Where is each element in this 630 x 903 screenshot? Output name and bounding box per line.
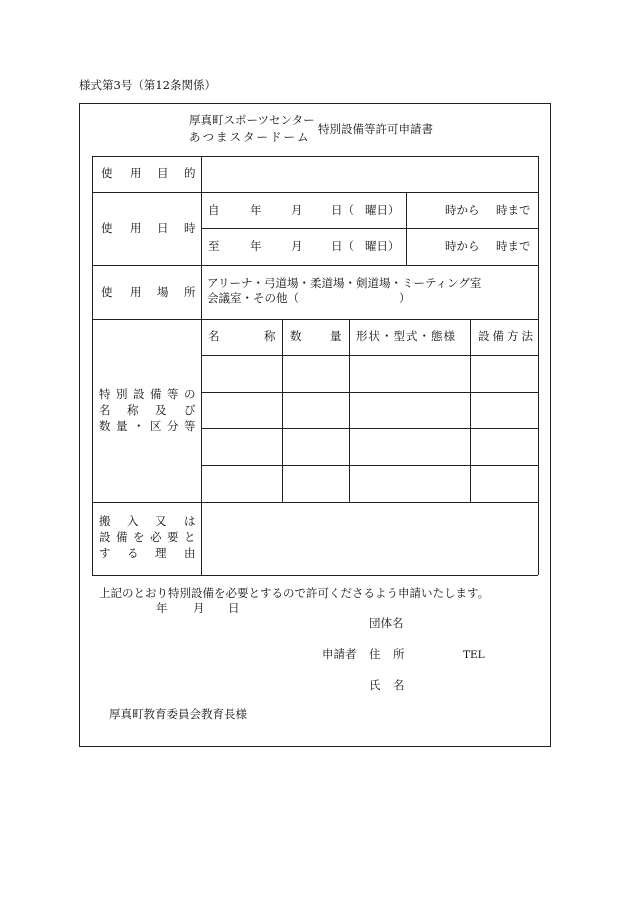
form-title: 特別設備等許可申請書 bbox=[318, 122, 433, 136]
equipment-cell[interactable] bbox=[203, 394, 281, 427]
place-other-close: ） bbox=[399, 291, 411, 305]
equipment-header-method: 設備方法 bbox=[478, 329, 536, 343]
facility-name-line2: あつまスタードーム bbox=[189, 130, 311, 144]
row-divider bbox=[201, 465, 538, 466]
from-day: 日（ bbox=[331, 203, 354, 217]
table-bottom-border bbox=[92, 575, 538, 576]
label-column-divider bbox=[201, 156, 202, 575]
equipment-cell[interactable] bbox=[203, 430, 281, 464]
reason-field[interactable] bbox=[203, 504, 536, 573]
equipment-cell[interactable] bbox=[203, 467, 281, 501]
facility-name-line1: 厚真町スポーツセンター bbox=[189, 113, 315, 127]
to-year: 年 bbox=[250, 239, 262, 253]
row-divider bbox=[201, 392, 538, 393]
equipment-header-shape: 形状・型式・態様 bbox=[356, 329, 456, 343]
table-right-border bbox=[538, 156, 539, 575]
to-month: 月 bbox=[291, 239, 303, 253]
group-name-label: 団体名 bbox=[369, 616, 404, 630]
from-month: 月 bbox=[291, 203, 303, 217]
table-left-border bbox=[92, 156, 93, 575]
row-divider bbox=[92, 192, 538, 193]
equipment-cell[interactable] bbox=[203, 357, 281, 391]
equipment-column-divider bbox=[470, 319, 471, 502]
from-year: 年 bbox=[250, 203, 262, 217]
to-prefix: 至 bbox=[208, 239, 220, 253]
from-weekday: 曜日） bbox=[365, 203, 400, 217]
from-prefix: 自 bbox=[208, 203, 220, 217]
equipment-column-divider bbox=[282, 319, 283, 502]
row-divider bbox=[201, 355, 538, 356]
weekday-time-divider bbox=[406, 192, 407, 265]
equipment-column-divider bbox=[349, 319, 350, 502]
to-day: 日（ bbox=[331, 239, 354, 253]
form-number: 様式第3号（第12条関係） bbox=[79, 78, 216, 92]
place-options-line2[interactable]: 会議室・その他（ bbox=[207, 291, 299, 305]
from-time-start: 時から bbox=[445, 203, 480, 217]
row-divider bbox=[201, 228, 538, 229]
to-weekday: 曜日） bbox=[365, 239, 400, 253]
addressee: 厚真町教育委員会教育長様 bbox=[109, 707, 247, 721]
row-divider bbox=[92, 319, 538, 320]
to-time-start: 時から bbox=[445, 239, 480, 253]
row-divider bbox=[92, 502, 538, 503]
place-options-line1[interactable]: アリーナ・弓道場・柔道場・剣道場・ミーティング室 bbox=[207, 276, 482, 290]
to-time-end: 時まで bbox=[496, 239, 531, 253]
application-statement: 上記のとおり特別設備を必要とするので許可くださるよう申請いたします。 bbox=[99, 586, 490, 600]
tel-label: TEL bbox=[463, 649, 485, 661]
purpose-field[interactable] bbox=[203, 158, 536, 190]
row-divider bbox=[201, 428, 538, 429]
applicant-label: 申請者 bbox=[322, 647, 357, 661]
table-top-border bbox=[92, 156, 538, 157]
from-time-end: 時まで bbox=[496, 203, 531, 217]
row-divider bbox=[92, 265, 538, 266]
